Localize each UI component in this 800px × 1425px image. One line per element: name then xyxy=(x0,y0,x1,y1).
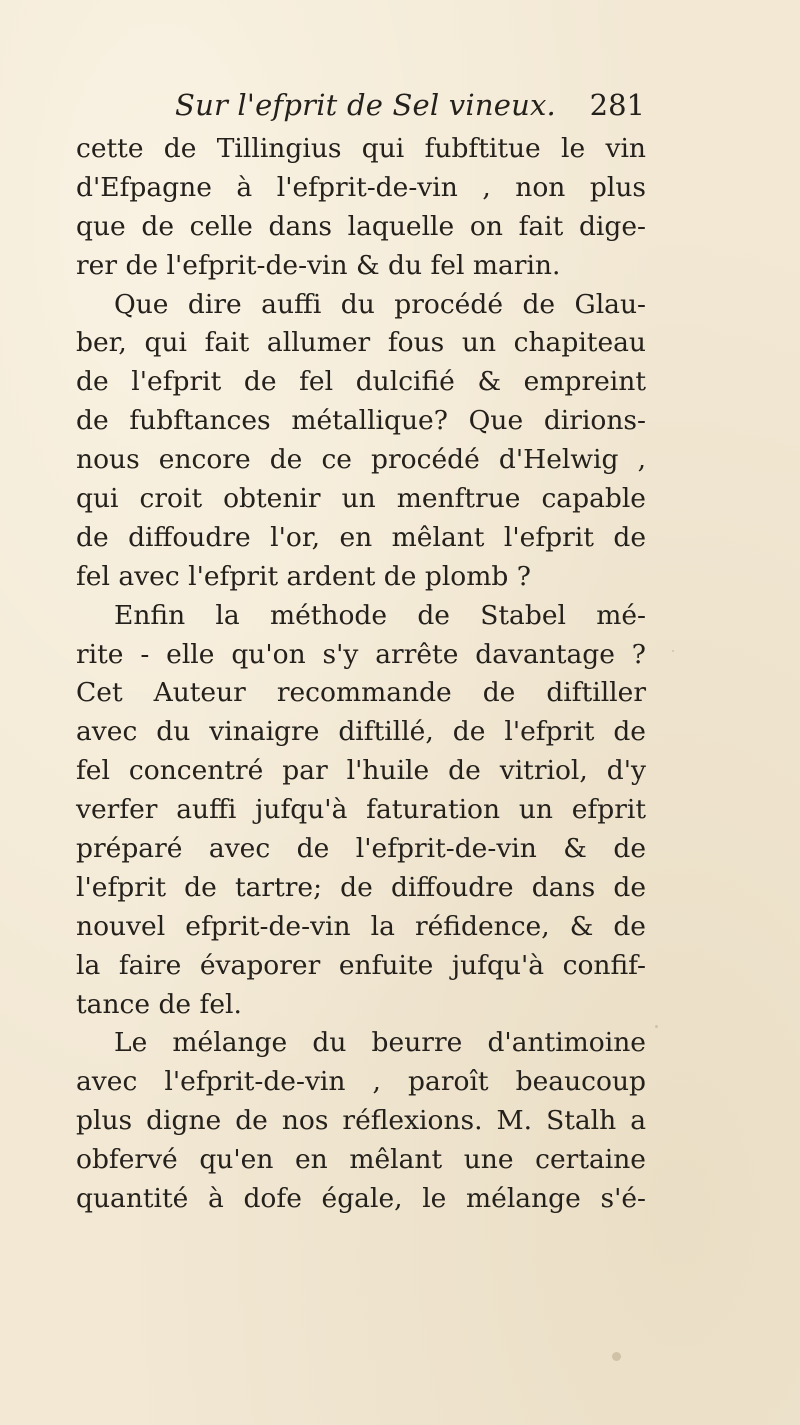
text-line: avec du vinaigre diftillé, de l'efprit de xyxy=(76,716,646,748)
text-line: rite - elle qu'on s'y arrête davantage ? xyxy=(76,638,646,670)
text-line: obfervé qu'en en mêlant une certaine xyxy=(76,1144,646,1176)
paper-speck xyxy=(612,1352,621,1361)
body-text xyxy=(76,130,646,1219)
text-line: nouvel efprit-de-vin la réfidence, & de xyxy=(76,910,646,942)
text-line: préparé avec de l'efprit-de-vin & de xyxy=(76,833,646,865)
text-line: quantité à dofe égale, le mélange s'é- xyxy=(76,1183,646,1215)
running-title: Sur l'efprit de Sel vineux. xyxy=(175,88,556,122)
paper-speck xyxy=(672,650,674,652)
text-line: fel concentré par l'huile de vitriol, d'y xyxy=(76,755,646,787)
text-line: fel avec l'efprit ardent de plomb ? xyxy=(76,560,531,592)
text-line: que de celle dans laquelle on fait dige- xyxy=(76,210,646,242)
text-line: la faire évaporer enfuite jufqu'à confif- xyxy=(76,949,646,981)
text-line: avec l'efprit-de-vin , paroît beaucoup xyxy=(76,1066,646,1098)
text-line: qui croit obtenir un menftrue capable xyxy=(76,483,646,515)
text-line: nous encore de ce procédé d'Helwig , xyxy=(76,444,646,476)
text-line: cette de Tillingius qui fubftitue le vin xyxy=(76,133,646,164)
text-line: l'efprit de tartre; de diffoudre dans de xyxy=(76,871,646,903)
text-line: verfer auffi jufqu'à faturation un efprit xyxy=(76,794,646,826)
text-line: d'Efpagne à l'efprit-de-vin , non plus xyxy=(76,171,646,203)
page-number: 281 xyxy=(589,88,645,122)
text-line: plus digne de nos réflexions. M. Stalh a xyxy=(76,1105,646,1137)
text-line: rer de l'efprit-de-vin & du fel marin. xyxy=(76,249,561,281)
paper-speck xyxy=(655,1025,658,1028)
text-line: Que dire auffi du procédé de Glau- xyxy=(114,288,646,320)
text-line: ber, qui fait allumer fous un chapiteau xyxy=(76,327,646,359)
text-line: de diffoudre l'or, en mêlant l'efprit de xyxy=(76,521,646,553)
text-line: tance de fel. xyxy=(76,988,242,1020)
text-line: de l'efprit de fel dulcifié & empreint xyxy=(76,366,646,398)
page-header xyxy=(175,88,645,130)
text-line: de fubftances métallique? Que dirions- xyxy=(76,405,646,437)
text-line: Le mélange du beurre d'antimoine xyxy=(114,1027,646,1059)
text-line: Cet Auteur recommande de diftiller xyxy=(76,677,646,709)
text-line: Enfin la méthode de Stabel mé- xyxy=(114,599,646,631)
